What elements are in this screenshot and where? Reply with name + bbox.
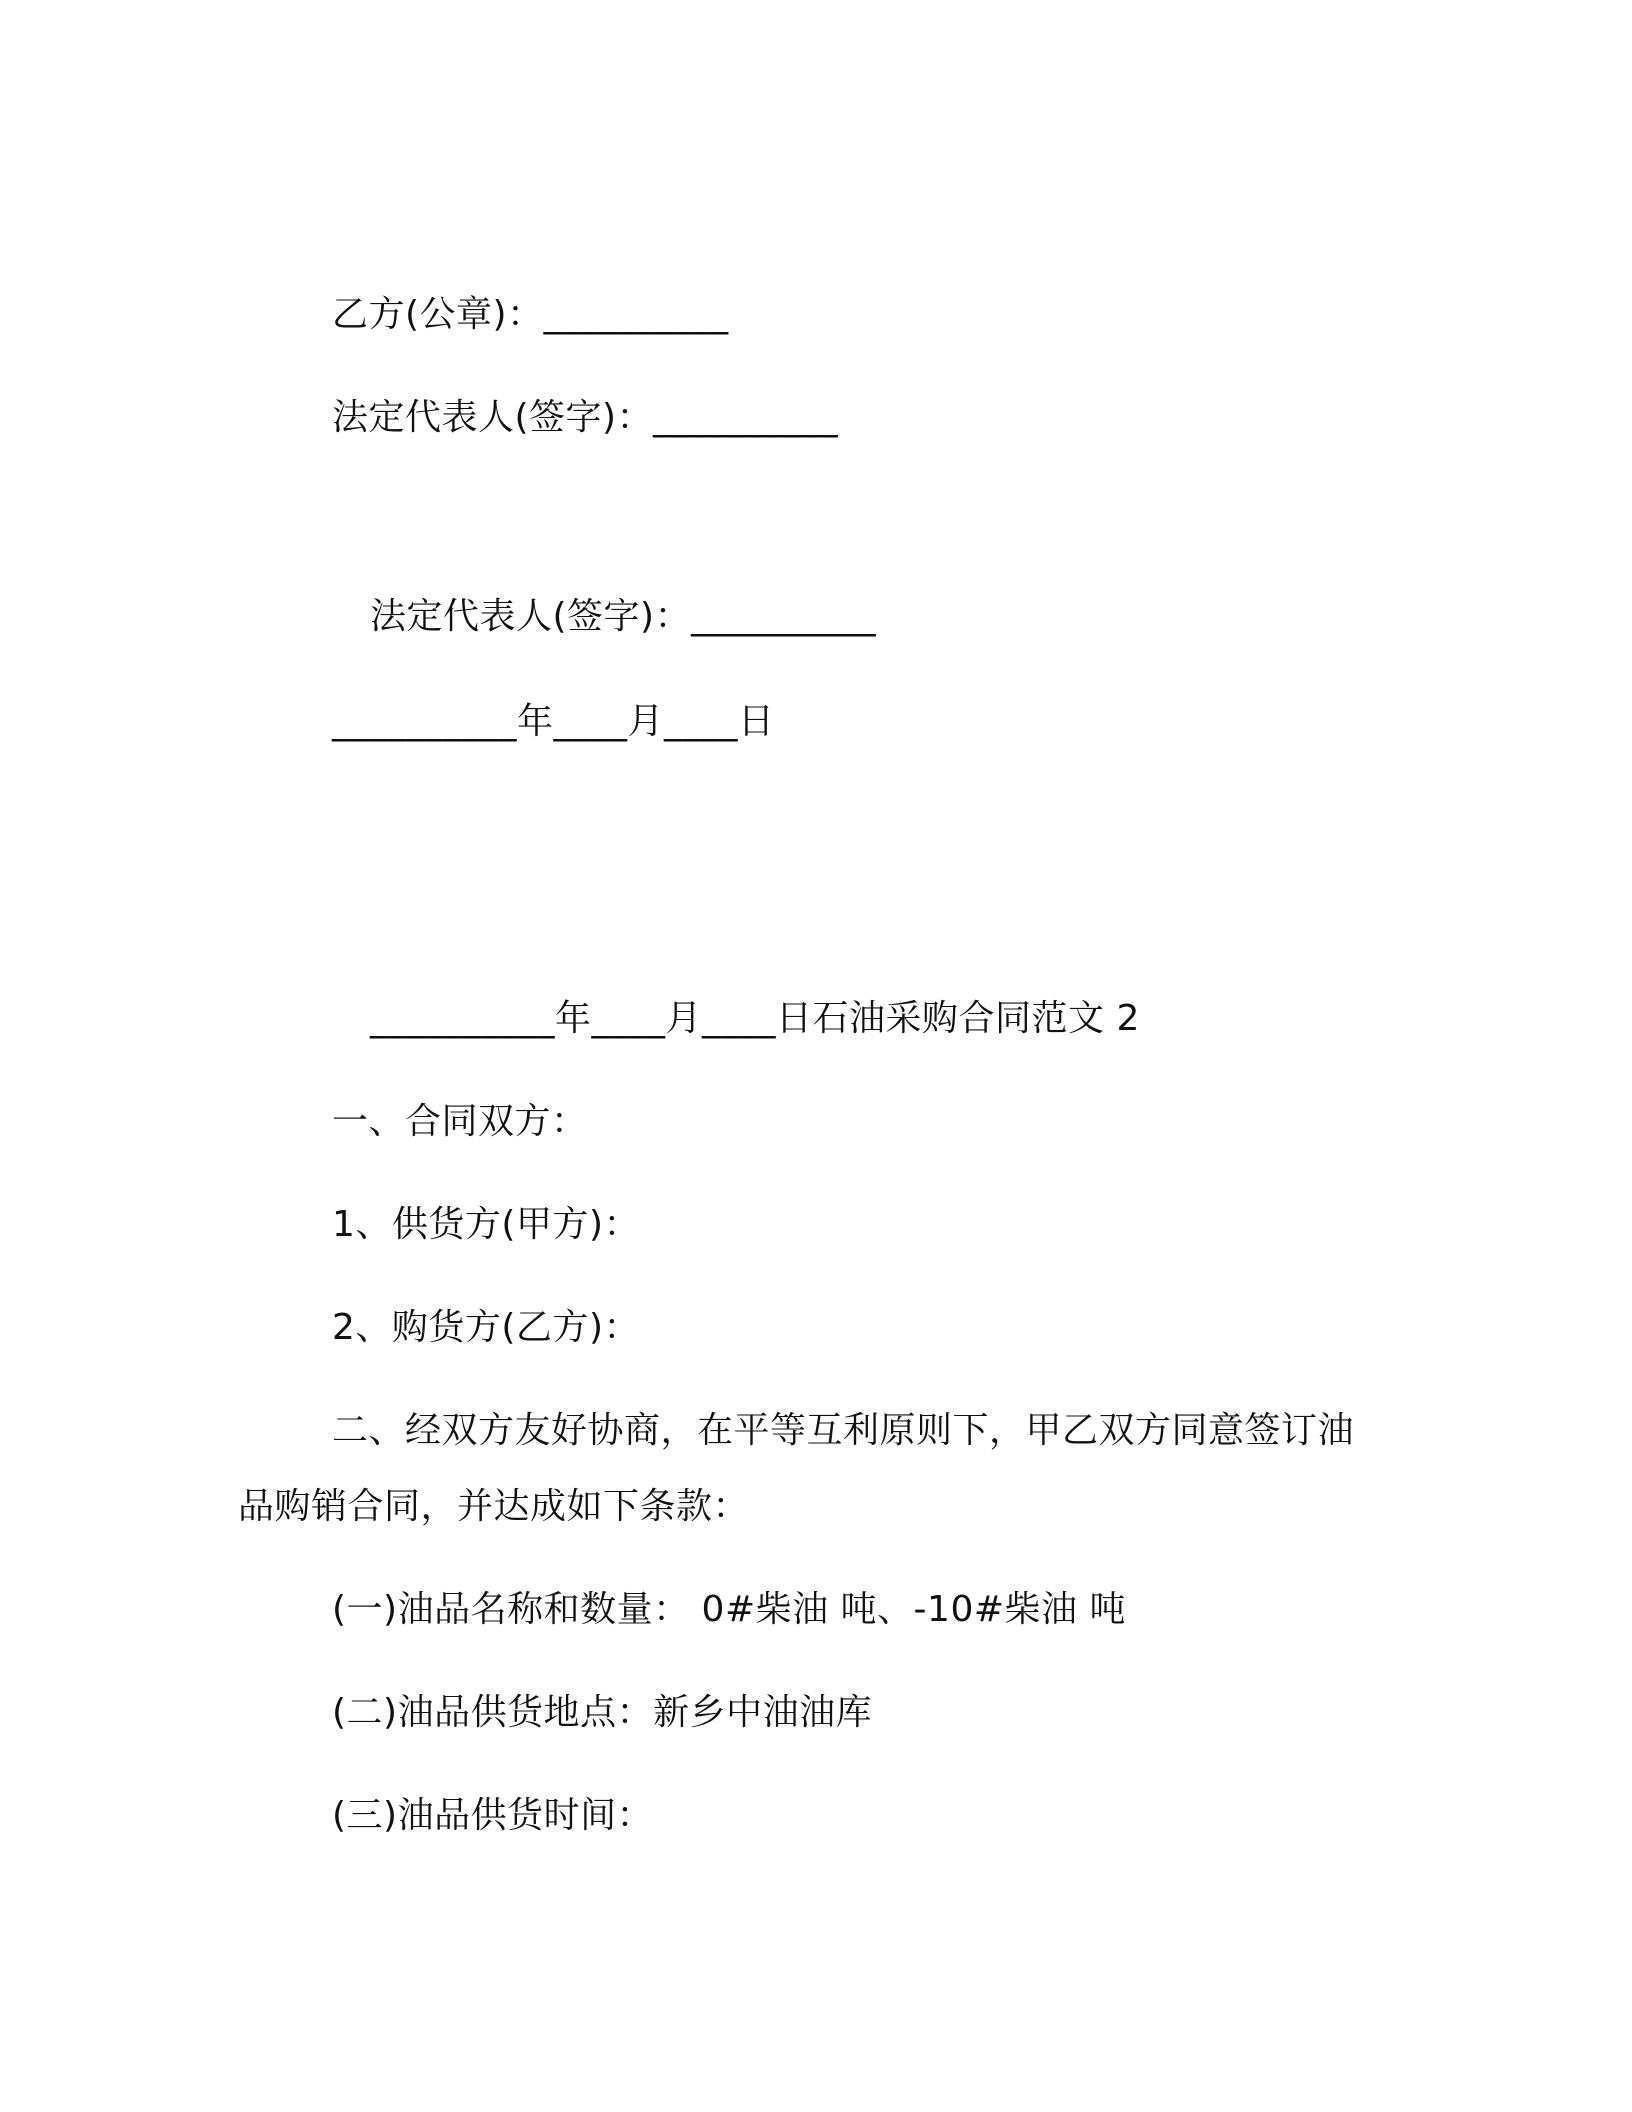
legal-rep-signature-line: 法定代表人(签字)：__________ [332,397,839,438]
supplier-line: 1、供货方(甲方)： [332,1204,640,1245]
clause-item: (三)油品供货时间： [332,1795,654,1836]
clause-item: (二)油品供货地点：新乡中油油库 [332,1692,873,1733]
date-line: __________年____月____日 [332,701,775,742]
section-heading: 一、合同双方： [332,1101,588,1142]
paragraph-line: 品购销合同，并达成如下条款： [238,1486,750,1527]
contract-title: __________年____月____日石油采购合同范文 2 [370,998,1140,1039]
legal-rep-signature-line: 法定代表人(签字)：__________ [370,596,877,637]
purchaser-line: 2、购货方(乙方)： [332,1307,640,1348]
paragraph-line: 二、经双方友好协商，在平等互利原则下，甲乙双方同意签订油 [332,1410,1355,1451]
clause-item: (一)油品名称和数量： 0#柴油 吨、-10#柴油 吨 [332,1589,1126,1630]
party-b-seal-line: 乙方(公章)：__________ [332,294,729,335]
